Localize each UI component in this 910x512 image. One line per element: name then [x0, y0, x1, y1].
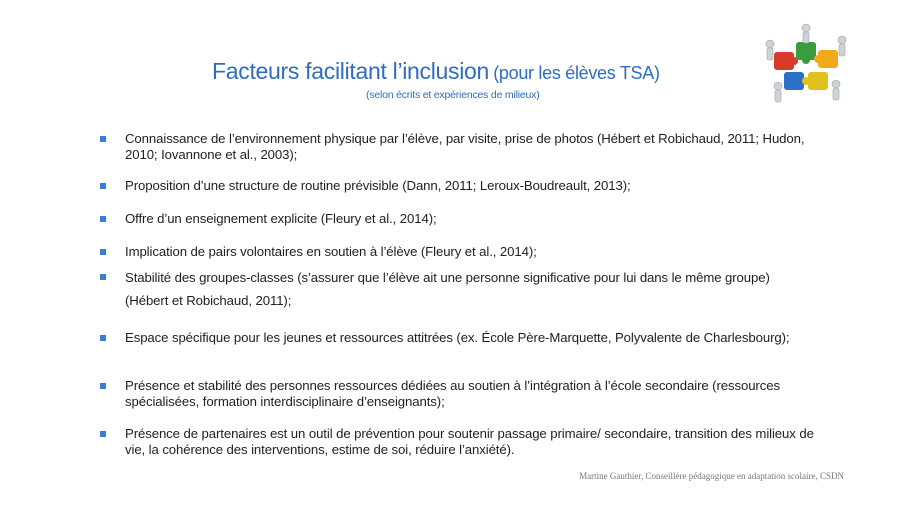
list-item-text: Présence et stabilité des personnes ressources dédiées au soutien à l’intégration à l’école secondaire (ressources spécialisées, formation interdisciplinaire d’enseignants);: [125, 378, 780, 409]
list-item-text: Implication de pairs volontaires en soutien à l’élève (Fleury et al., 2014);: [125, 244, 537, 259]
bullet-square-icon: [100, 183, 106, 189]
list-item-text: Offre d’un enseignement explicite (Fleury et al., 2014);: [125, 211, 437, 226]
bullet-square-icon: [100, 431, 106, 437]
list-item-text: Présence de partenaires est un outil de prévention pour soutenir passage primaire/ secondaire, transition des milieux de vie, la cohérence des interventions, estime de soi, réduire l’anxiété).: [125, 426, 814, 457]
list-item-text: Connaissance de l’environnement physique par l’élève, par visite, prise de photos (Hébert et Robichaud, 2011; Hudon, 2010; Iovannone et al., 2003);: [125, 131, 805, 162]
bullet-square-icon: [100, 216, 106, 222]
bullet-square-icon: [100, 136, 106, 142]
title-paren: (pour les élèves TSA): [493, 63, 660, 83]
page-subtitle: (selon écrits et expériences de milieux): [366, 89, 540, 101]
footer-credit: Martine Gauthier, Conseillère pédagogique en adaptation scolaire, CSDN: [579, 471, 844, 481]
list-item-text: Proposition d’une structure de routine prévisible (Dann, 2011; Leroux-Boudreault, 2013);: [125, 178, 631, 193]
bullet-square-icon: [100, 249, 106, 255]
title-main: Facteurs facilitant l’inclusion: [212, 58, 490, 84]
bullet-square-icon: [100, 274, 106, 280]
list-item-text: Stabilité des groupes-classes (s’assurer que l’élève ait une personne significative pour lui dans le même groupe) (Hébert et Robichaud, 2011);: [125, 270, 770, 308]
list-item-text: Espace spécifique pour les jeunes et ressources attitrées (ex. École Père-Marquette, Polyvalente de Charlesbourg);: [125, 330, 790, 345]
bullet-square-icon: [100, 383, 106, 389]
bullet-square-icon: [100, 335, 106, 341]
